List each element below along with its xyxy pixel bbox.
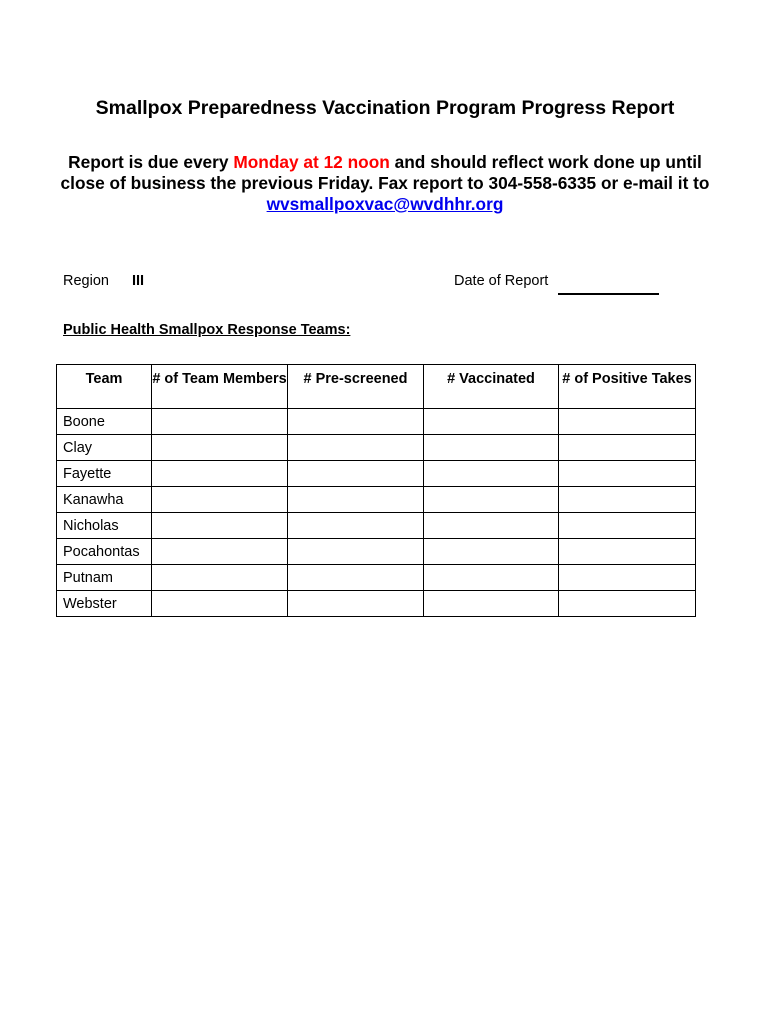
table-row	[57, 539, 696, 565]
response-teams-table	[56, 364, 696, 617]
table-row	[57, 435, 696, 461]
pre-screened-cell[interactable]	[288, 409, 424, 435]
pre-screened-cell[interactable]	[288, 461, 424, 487]
vaccinated-cell[interactable]	[424, 513, 559, 539]
table-row	[57, 591, 696, 617]
team-name-cell: Fayette	[57, 461, 152, 487]
notice-text-middle: and should reflect work done up until close of business the previous Friday. Fax report to 304-558-6335 or e-mail it to	[60, 152, 710, 193]
team-members-cell[interactable]	[152, 409, 288, 435]
region-value: III	[132, 273, 145, 289]
team-members-cell[interactable]	[152, 461, 288, 487]
positive-takes-cell[interactable]	[559, 435, 696, 461]
vaccinated-cell[interactable]	[424, 591, 559, 617]
table-row	[57, 487, 696, 513]
region-label: Region	[63, 273, 109, 289]
pre-screened-cell[interactable]	[288, 487, 424, 513]
table-row	[57, 513, 696, 539]
table-row	[57, 409, 696, 435]
team-members-cell[interactable]	[152, 435, 288, 461]
deadline-highlight: Monday at 12 noon	[233, 152, 390, 172]
team-name-cell: Clay	[57, 435, 152, 461]
team-members-cell[interactable]	[152, 513, 288, 539]
team-members-cell[interactable]	[152, 591, 288, 617]
positive-takes-cell[interactable]	[559, 565, 696, 591]
vaccinated-cell[interactable]	[424, 461, 559, 487]
pre-screened-cell[interactable]	[288, 591, 424, 617]
vaccinated-cell[interactable]	[424, 539, 559, 565]
team-name-cell: Boone	[57, 409, 152, 435]
column-header-pre-screened: # Pre-screened	[288, 365, 424, 409]
team-name-cell: Pocahontas	[57, 539, 152, 565]
table-header-row	[57, 365, 696, 409]
table-row	[57, 461, 696, 487]
column-header-vaccinated: # Vaccinated	[424, 365, 559, 409]
team-name-cell: Kanawha	[57, 487, 152, 513]
vaccinated-cell[interactable]	[424, 435, 559, 461]
positive-takes-cell[interactable]	[559, 539, 696, 565]
date-of-report-field[interactable]	[558, 293, 659, 295]
team-members-cell[interactable]	[152, 539, 288, 565]
due-date-notice	[55, 152, 715, 215]
vaccinated-cell[interactable]	[424, 487, 559, 513]
table-row	[57, 565, 696, 591]
column-header-team: Team	[57, 365, 152, 409]
team-members-cell[interactable]	[152, 565, 288, 591]
column-header-team-members: # of Team Members	[152, 365, 288, 409]
vaccinated-cell[interactable]	[424, 409, 559, 435]
report-title: Smallpox Preparedness Vaccination Program Progress Report	[95, 97, 675, 119]
pre-screened-cell[interactable]	[288, 539, 424, 565]
team-name-cell: Webster	[57, 591, 152, 617]
positive-takes-cell[interactable]	[559, 461, 696, 487]
date-of-report-label: Date of Report	[454, 273, 549, 289]
positive-takes-cell[interactable]	[559, 409, 696, 435]
pre-screened-cell[interactable]	[288, 513, 424, 539]
pre-screened-cell[interactable]	[288, 565, 424, 591]
email-link[interactable]: wvsmallpoxvac@wvdhhr.org	[266, 194, 504, 214]
section-heading: Public Health Smallpox Response Teams:	[63, 322, 351, 338]
column-header-positive-takes: # of Positive Takes	[559, 365, 696, 409]
vaccinated-cell[interactable]	[424, 565, 559, 591]
positive-takes-cell[interactable]	[559, 487, 696, 513]
team-name-cell: Nicholas	[57, 513, 152, 539]
team-name-cell: Putnam	[57, 565, 152, 591]
positive-takes-cell[interactable]	[559, 591, 696, 617]
positive-takes-cell[interactable]	[559, 513, 696, 539]
pre-screened-cell[interactable]	[288, 435, 424, 461]
notice-text-start: Report is due every	[68, 152, 234, 172]
team-members-cell[interactable]	[152, 487, 288, 513]
